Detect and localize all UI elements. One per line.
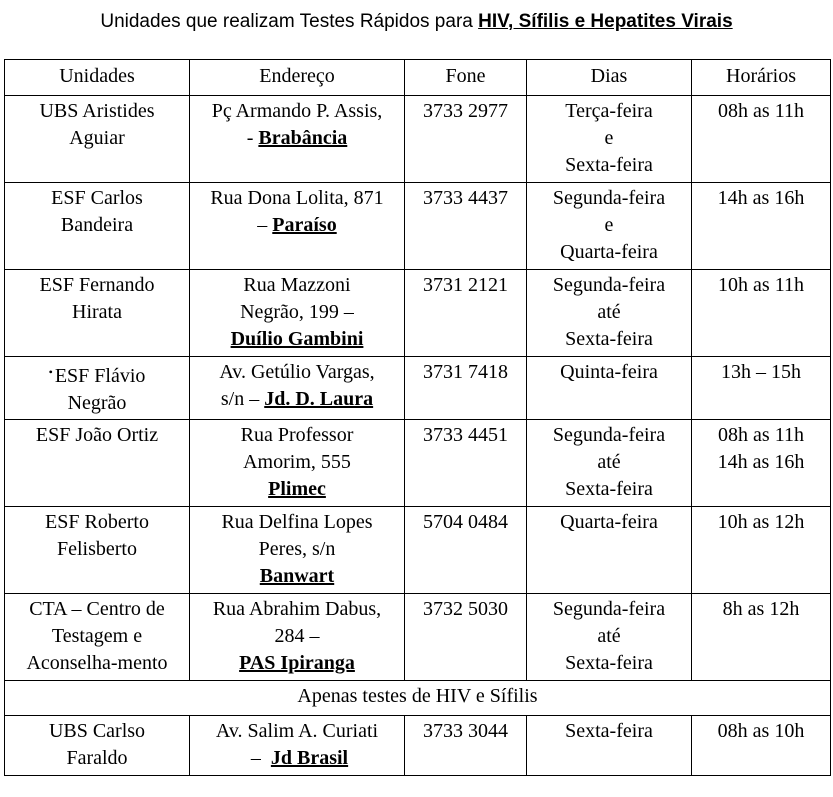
days-line: Quarta-feira — [560, 511, 658, 533]
table-row — [5, 594, 831, 681]
unit-cell — [5, 270, 190, 357]
hours-cell — [692, 270, 831, 357]
address-bairro-line — [194, 212, 400, 239]
hours-line: 8h as 12h — [722, 598, 800, 620]
phone-cell: 3733 3044 — [405, 716, 527, 776]
hours-line: 10h as 12h — [717, 511, 805, 533]
bairro-name: PAS Ipiranga — [239, 652, 355, 674]
address-cell — [190, 716, 405, 776]
column-header-endereco: Endereço — [190, 60, 405, 96]
days-cell — [527, 183, 692, 270]
table-row — [5, 96, 831, 183]
bairro-name: Plimec — [268, 478, 326, 500]
hours-cell — [692, 507, 831, 594]
table-row — [5, 357, 831, 420]
phone-cell: 5704 0484 — [405, 507, 527, 594]
bairro-name: Banwart — [259, 565, 335, 587]
header-row — [5, 60, 831, 96]
hours-cell — [692, 96, 831, 183]
hours-line: 08h as 11h — [718, 424, 804, 446]
hours-cell — [692, 420, 831, 507]
address-cell — [190, 270, 405, 357]
table-row — [5, 420, 831, 507]
phone-cell: 3731 2121 — [405, 270, 527, 357]
address-line: 284 – — [274, 625, 320, 647]
address-line: Rua Professor — [240, 424, 354, 446]
unit-cell — [5, 183, 190, 270]
unit-line: Aconselha-mento — [26, 652, 168, 674]
phone-cell: 3733 4437 — [405, 183, 527, 270]
days-line: Sexta-feira — [565, 328, 653, 350]
address-line: Pç Armando P. Assis, — [211, 100, 383, 122]
unit-line: ESF Carlos — [51, 187, 143, 209]
days-cell — [527, 507, 692, 594]
hours-cell — [692, 716, 831, 776]
units-table — [4, 59, 831, 776]
address-cell — [190, 420, 405, 507]
unit-line: Hirata — [72, 301, 122, 323]
unit-cell — [5, 594, 190, 681]
title-highlight: HIV, Sífilis e Hepatites Virais — [478, 11, 733, 32]
days-line: e — [604, 214, 614, 236]
column-header-fone: Fone — [405, 60, 527, 96]
unit-line: Bandeira — [60, 214, 134, 236]
days-cell — [527, 357, 692, 420]
unit-line: ESF João Ortiz — [35, 424, 159, 446]
days-line: Sexta-feira — [565, 720, 653, 742]
days-line: Segunda-feira — [552, 274, 666, 296]
address-prefix: s/n – — [220, 388, 265, 410]
address-cell — [190, 507, 405, 594]
bairro-name: Brabância — [258, 127, 348, 149]
hours-line: 13h – 15h — [721, 361, 801, 383]
section-separator-row — [5, 681, 831, 716]
page-title — [0, 11, 833, 33]
table-row — [5, 716, 831, 776]
address-bairro-line — [194, 125, 400, 152]
address-prefix: - — [246, 127, 259, 149]
address-bairro-line — [194, 745, 400, 772]
days-line: Terça-feira — [565, 100, 653, 122]
address-line: Rua Delfina Lopes — [221, 511, 373, 533]
unit-text: ESF Flávio — [54, 365, 146, 387]
days-cell — [527, 594, 692, 681]
address-line: Av. Salim A. Curiati — [215, 720, 379, 742]
days-line: Quarta-feira — [560, 241, 658, 263]
address-line: Av. Getúlio Vargas, — [219, 361, 375, 383]
unit-cell — [5, 420, 190, 507]
address-line: Negrão, 199 – — [240, 301, 354, 323]
address-line: Rua Mazzoni — [243, 274, 351, 296]
days-line: Sexta-feira — [565, 652, 653, 674]
table-row — [5, 507, 831, 594]
days-line: Sexta-feira — [565, 478, 653, 500]
days-line: Segunda-feira — [552, 187, 666, 209]
phone-cell: 3733 2977 — [405, 96, 527, 183]
address-prefix: – — [245, 747, 271, 769]
days-cell — [527, 96, 692, 183]
hours-line: 08h as 10h — [717, 720, 805, 742]
phone-cell: 3732 5030 — [405, 594, 527, 681]
unit-line: UBS Aristides — [39, 100, 155, 122]
bullet-mark: • — [48, 365, 53, 379]
hours-line: 14h as 16h — [717, 451, 805, 473]
table-row — [5, 183, 831, 270]
days-line: até — [597, 451, 621, 473]
unit-cell — [5, 716, 190, 776]
days-line: Segunda-feira — [552, 598, 666, 620]
hours-line: 10h as 11h — [718, 274, 804, 296]
bairro-name: Jd. D. Laura — [264, 388, 374, 410]
address-line: Peres, s/n — [258, 538, 336, 560]
hours-line: 14h as 16h — [717, 187, 805, 209]
unit-cell — [5, 507, 190, 594]
hours-line: 08h as 11h — [718, 100, 804, 122]
days-line: Segunda-feira — [552, 424, 666, 446]
hours-cell — [692, 183, 831, 270]
unit-line: Testagem e — [51, 625, 143, 647]
days-cell — [527, 716, 692, 776]
unit-line: Felisberto — [57, 538, 137, 560]
unit-line: Negrão — [67, 392, 127, 414]
address-prefix: – — [257, 214, 273, 236]
days-line: Quinta-feira — [560, 361, 658, 383]
address-bairro-line — [194, 386, 400, 413]
title-prefix: Unidades que realizam Testes Rápidos para — [100, 11, 479, 32]
bairro-name: Jd Brasil — [270, 747, 349, 769]
column-header-dias: Dias — [527, 60, 692, 96]
column-header-horarios: Horários — [692, 60, 831, 96]
address-cell — [190, 183, 405, 270]
address-line: Amorim, 555 — [243, 451, 351, 473]
unit-line — [9, 359, 185, 390]
unit-line: Aguiar — [69, 127, 125, 149]
hours-cell — [692, 357, 831, 420]
address-line: Rua Dona Lolita, 871 — [210, 187, 384, 209]
days-line: até — [597, 625, 621, 647]
days-cell — [527, 420, 692, 507]
column-header-unidades: Unidades — [5, 60, 190, 96]
hours-cell — [692, 594, 831, 681]
unit-cell — [5, 357, 190, 420]
section-separator-label: Apenas testes de HIV e Sífilis — [5, 681, 831, 716]
phone-cell: 3733 4451 — [405, 420, 527, 507]
unit-line: Faraldo — [66, 747, 128, 769]
phone-cell: 3731 7418 — [405, 357, 527, 420]
address-cell — [190, 594, 405, 681]
unit-line: ESF Fernando — [39, 274, 155, 296]
unit-line: CTA – Centro de — [29, 598, 165, 620]
address-line: Rua Abrahim Dabus, — [212, 598, 382, 620]
days-cell — [527, 270, 692, 357]
days-line: e — [604, 127, 614, 149]
table-row — [5, 270, 831, 357]
bairro-name: Duílio Gambini — [230, 328, 364, 350]
unit-line: ESF Roberto — [45, 511, 149, 533]
address-cell — [190, 96, 405, 183]
days-line: Sexta-feira — [565, 154, 653, 176]
bairro-name: Paraíso — [272, 214, 337, 236]
unit-cell — [5, 96, 190, 183]
address-cell — [190, 357, 405, 420]
days-line: até — [597, 301, 621, 323]
unit-line: UBS Carlso — [48, 720, 146, 742]
